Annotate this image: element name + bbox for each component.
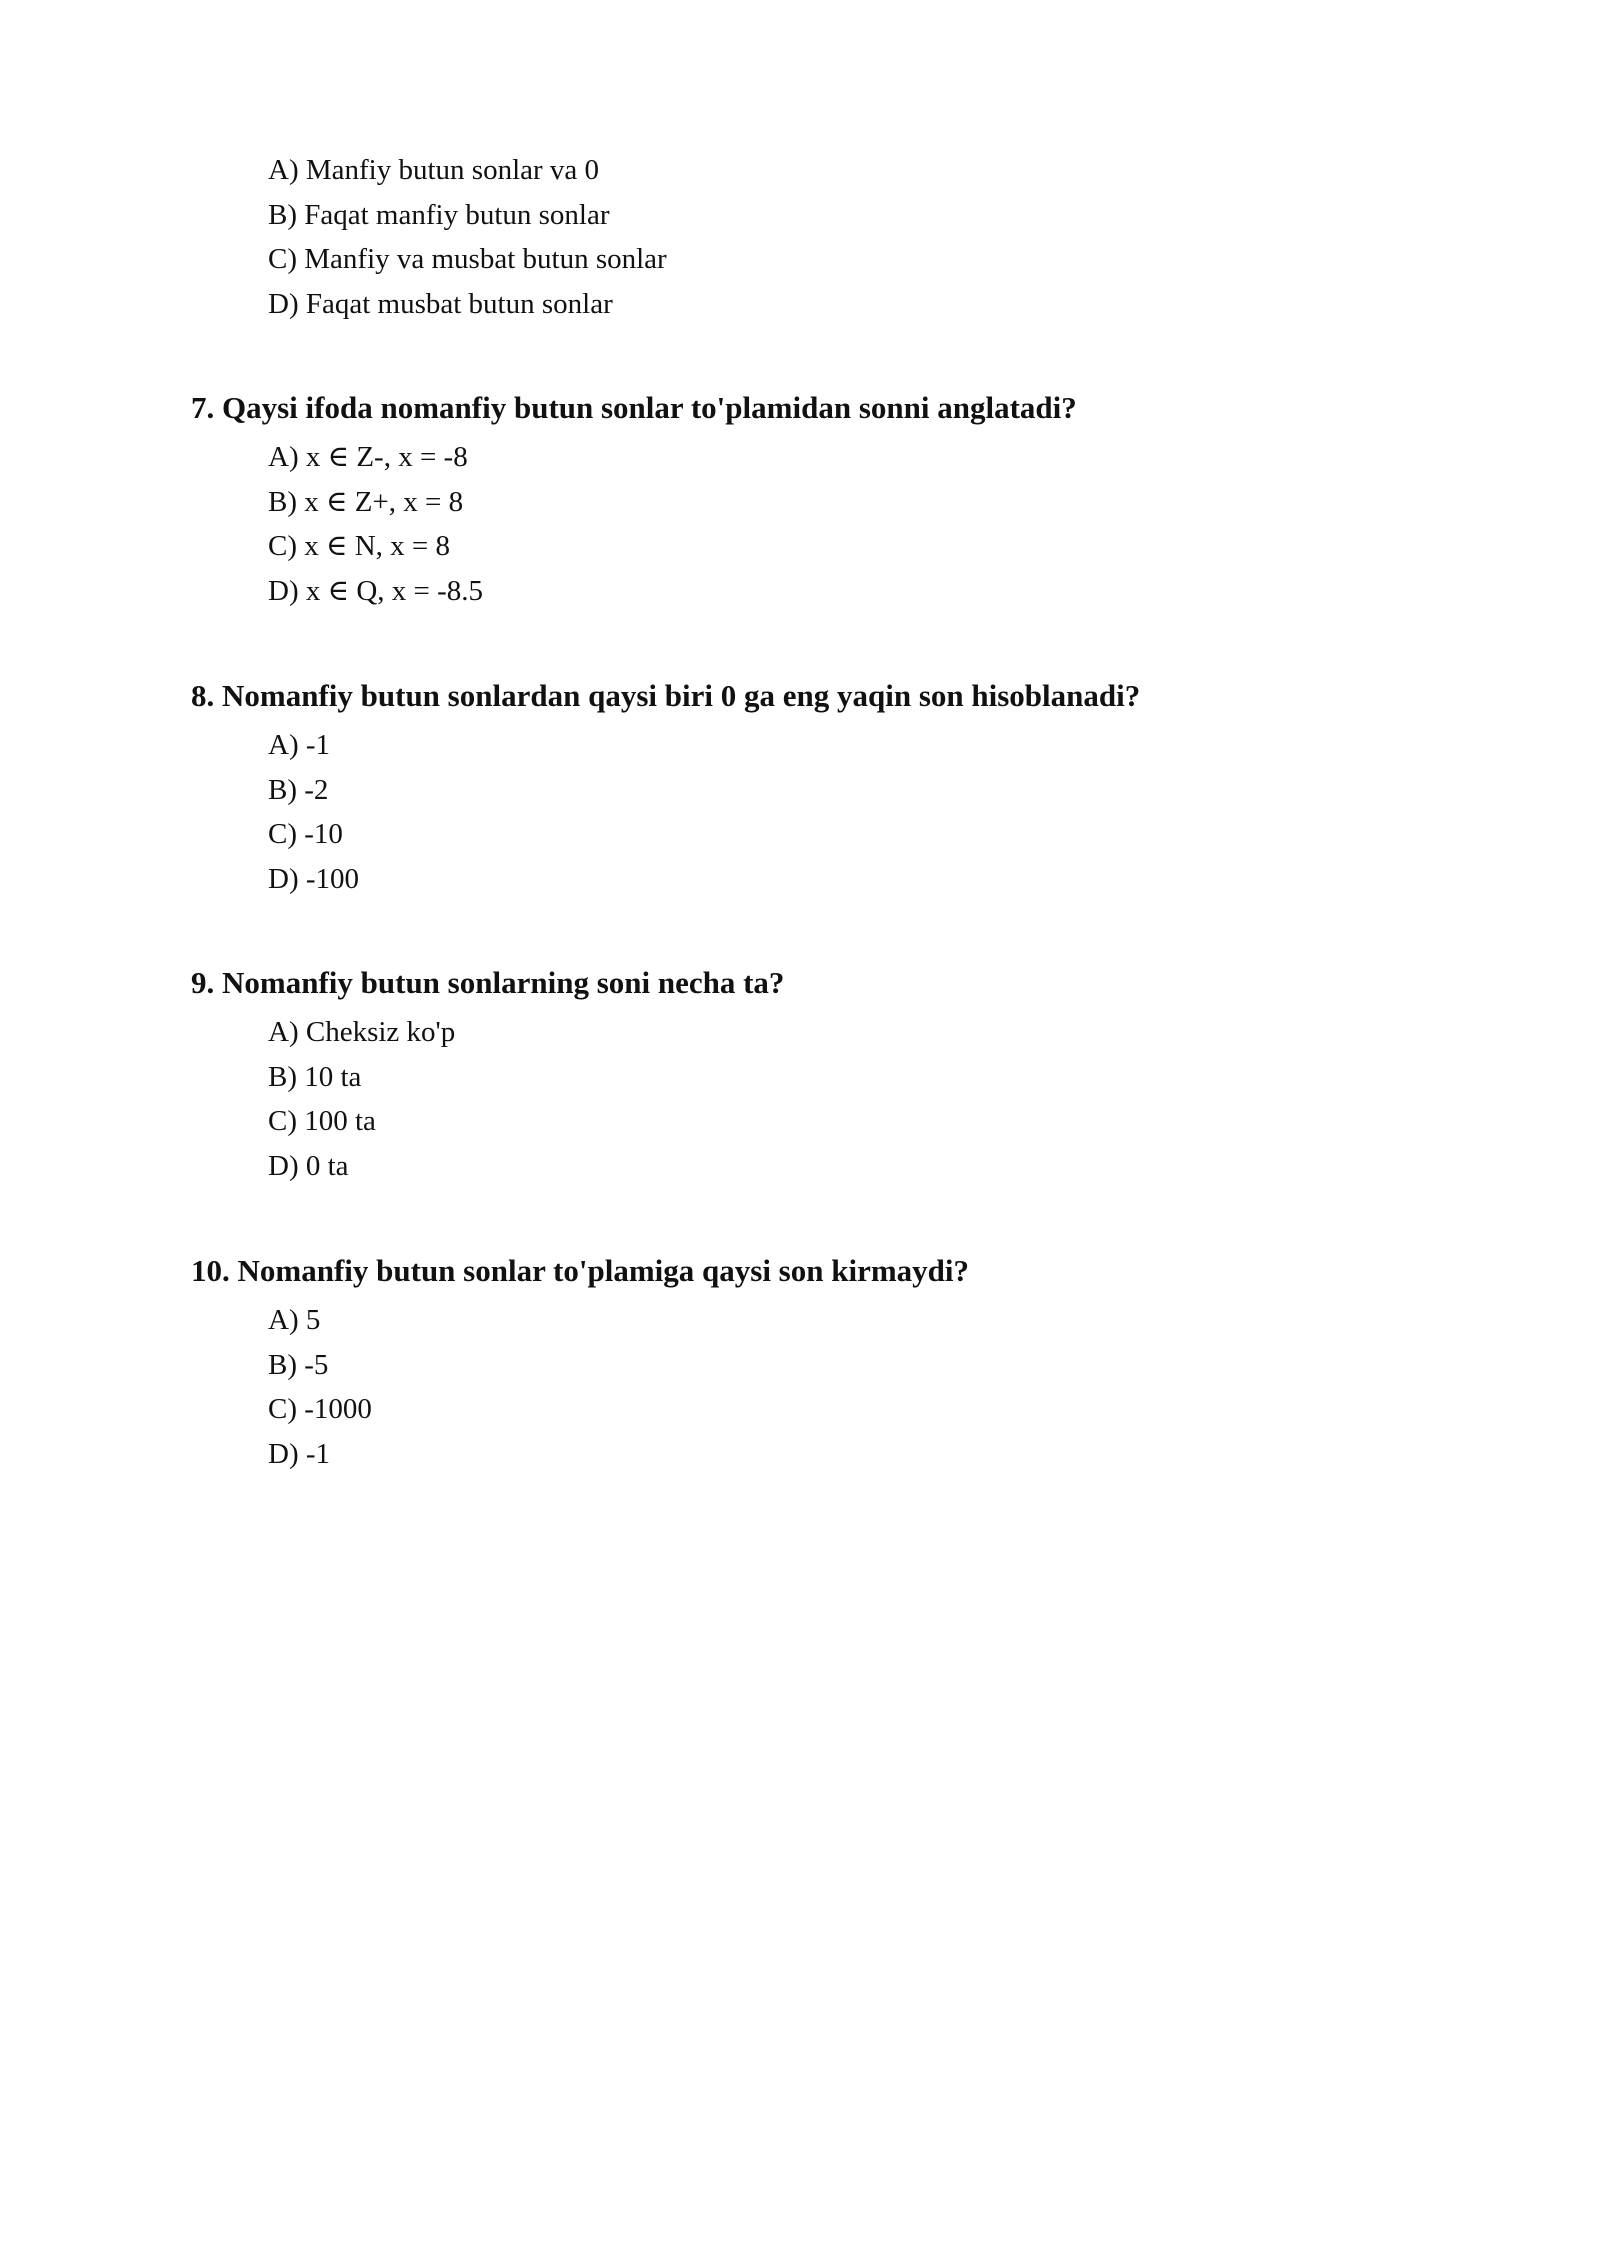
question-text: 8. Nomanfiy butun sonlardan qaysi biri 0 ga eng yaqin son hisoblanadi?	[191, 678, 1141, 713]
option-a: A) Cheksiz ko'p	[268, 1016, 456, 1048]
option-d: D) Faqat musbat butun sonlar	[268, 287, 613, 320]
option-a: A) 5	[268, 1304, 321, 1336]
option-c: C) -10	[268, 818, 343, 851]
question-text: 7. Qaysi ifoda nomanfiy butun sonlar to'plamidan sonni anglatadi?	[191, 390, 1077, 425]
option-b: B) -5	[268, 1348, 329, 1381]
options-list	[268, 435, 483, 613]
option-d: D) -100	[268, 862, 360, 895]
option-a: A) -1	[268, 729, 331, 761]
option-c: C) 100 ta	[268, 1105, 376, 1138]
option-d: D) 0 ta	[268, 1149, 349, 1182]
option-b: B) x ∈ Z+, x = 8	[268, 485, 464, 518]
option-c: C) x ∈ N, x = 8	[268, 530, 451, 563]
options-list	[268, 1298, 372, 1476]
option-a: A) x ∈ Z-, x = -8	[268, 441, 468, 473]
options-list	[268, 1010, 455, 1188]
options-list	[268, 148, 667, 326]
question-text: 10. Nomanfiy butun sonlar to'plamiga qaysi son kirmaydi?	[191, 1253, 970, 1288]
option-d: D) x ∈ Q, x = -8.5	[268, 574, 484, 607]
option-b: B) 10 ta	[268, 1060, 362, 1093]
option-b: B) Faqat manfiy butun sonlar	[268, 198, 610, 231]
option-a: A) Manfiy butun sonlar va 0	[268, 154, 600, 186]
option-c: C) Manfiy va musbat butun sonlar	[268, 243, 667, 276]
option-c: C) -1000	[268, 1393, 372, 1426]
options-list	[268, 723, 359, 901]
option-b: B) -2	[268, 773, 329, 806]
question-text: 9. Nomanfiy butun sonlarning soni necha ta?	[191, 965, 785, 1000]
option-d: D) -1	[268, 1437, 331, 1470]
